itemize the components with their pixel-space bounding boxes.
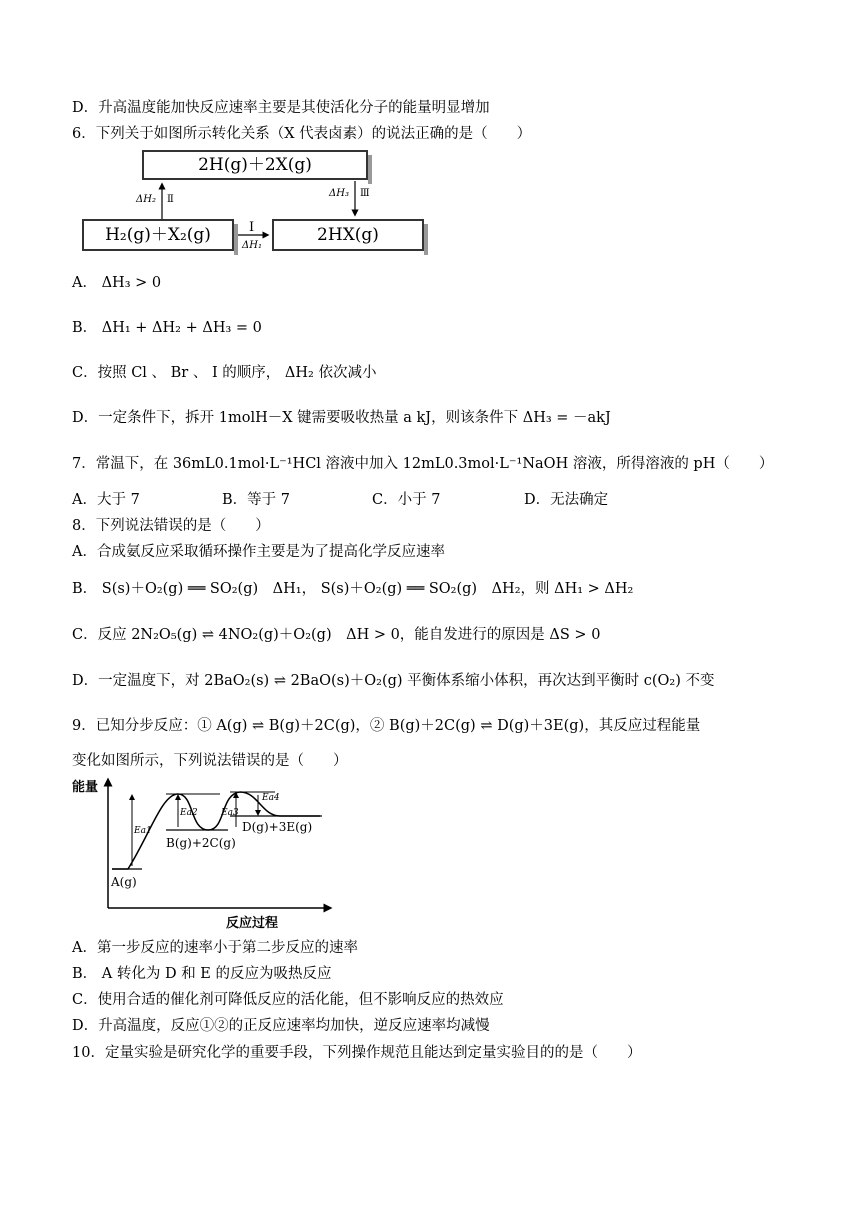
q6-option-b: B． ΔH₁ + ΔH₂ + ΔH₃ = 0 xyxy=(72,320,262,336)
q7-option-a: A．大于 7 xyxy=(72,492,140,508)
label-dh3: ΔH₃ xyxy=(329,188,349,199)
box-top-2h-2x: 2H(g)＋2X(g) xyxy=(142,150,368,180)
q10-stem: 10．定量实验是研究化学的重要手段，下列操作规范且能达到定量实验目的的是（ ） xyxy=(72,1045,642,1061)
q8-option-d: D．一定温度下，对 2BaO₂(s) ⇌ 2BaO(s)＋O₂(g) 平衡体系缩小体积，再次达到平衡时 c(O₂) 不变 xyxy=(72,673,715,689)
q7-stem: 7．常温下，在 36mL0.1mol·L⁻¹HCl 溶液中加入 12mL0.3mol·L⁻¹NaOH 溶液，所得溶液的 pH（ ） xyxy=(72,456,774,472)
q7-option-b: B．等于 7 xyxy=(222,492,290,508)
label-iii: Ⅲ xyxy=(360,188,370,199)
label-a-g: A(g) xyxy=(111,875,137,889)
label-i: Ⅰ xyxy=(249,220,255,235)
q9-option-b: B． A 转化为 D 和 E 的反应为吸热反应 xyxy=(72,966,332,982)
q9-stem-line1: 9．已知分步反应：① A(g) ⇌ B(g)＋2C(g)，② B(g)＋2C(g) ⇌ D(g)＋3E(g)，其反应过程能量 xyxy=(72,718,701,734)
q9-option-a: A．第一步反应的速率小于第二步反应的速率 xyxy=(72,940,358,956)
box-2hx: 2HX(g) xyxy=(272,219,424,251)
label-dh2: ΔH₂ xyxy=(136,194,156,205)
q6-option-a: A． ΔH₃ > 0 xyxy=(72,275,162,291)
q5-option-d: D．升高温度能加快反应速率主要是其使活化分子的能量明显增加 xyxy=(72,100,490,116)
axis-process-label: 反应过程 xyxy=(226,916,279,931)
q6-option-d: D．一定条件下，拆开 1molH－X 键需要吸收热量 a kJ，则该条件下 ΔH₃ = －akJ xyxy=(72,410,611,426)
label-ii: Ⅱ xyxy=(167,194,174,205)
q8-option-c: C．反应 2N₂O₅(g) ⇌ 4NO₂(g)＋O₂(g) ΔH > 0，能自发进行的原因是 ΔS > 0 xyxy=(72,627,601,643)
label-ea1: Ea1 xyxy=(134,826,152,836)
label-d-3e: D(g)+3E(g) xyxy=(242,820,313,834)
label-ea2: Ea2 xyxy=(180,808,198,818)
q9-stem-line2: 变化如图所示，下列说法错误的是（ ） xyxy=(72,753,348,769)
q7-option-c: C．小于 7 xyxy=(372,492,441,508)
label-b-2c: B(g)+2C(g) xyxy=(166,836,236,850)
q8-option-b: B． S(s)＋O₂(g) ══ SO₂(g) ΔH₁， S(s)＋O₂(g) ══ SO₂(g) ΔH₂，则 ΔH₁ > ΔH₂ xyxy=(72,581,634,597)
label-ea4: Ea4 xyxy=(262,793,280,803)
q9-option-d: D．升高温度，反应①②的正反应速率均加快，逆反应速率均减慢 xyxy=(72,1018,490,1034)
q8-stem: 8．下列说法错误的是（ ） xyxy=(72,518,270,534)
label-dh1: ΔH₁ xyxy=(242,240,262,251)
energy-plot xyxy=(70,774,340,934)
q6-stem: 6．下列关于如图所示转化关系（X 代表卤素）的说法正确的是（ ） xyxy=(72,126,532,142)
q6-option-c: C．按照 Cl 、 Br 、 I 的顺序， ΔH₂ 依次减小 xyxy=(72,365,377,381)
q9-option-c: C．使用合适的催化剂可降低反应的活化能，但不影响反应的热效应 xyxy=(72,992,504,1008)
q7-option-d: D．无法确定 xyxy=(524,492,609,508)
q8-option-a: A．合成氨反应采取循环操作主要是为了提高化学反应速率 xyxy=(72,544,445,560)
label-ea3: Ea3 xyxy=(221,808,239,818)
box-h2-x2: H₂(g)＋X₂(g) xyxy=(82,219,234,251)
axis-energy-label: 能量 xyxy=(72,780,99,795)
q6-arrows xyxy=(0,0,860,270)
